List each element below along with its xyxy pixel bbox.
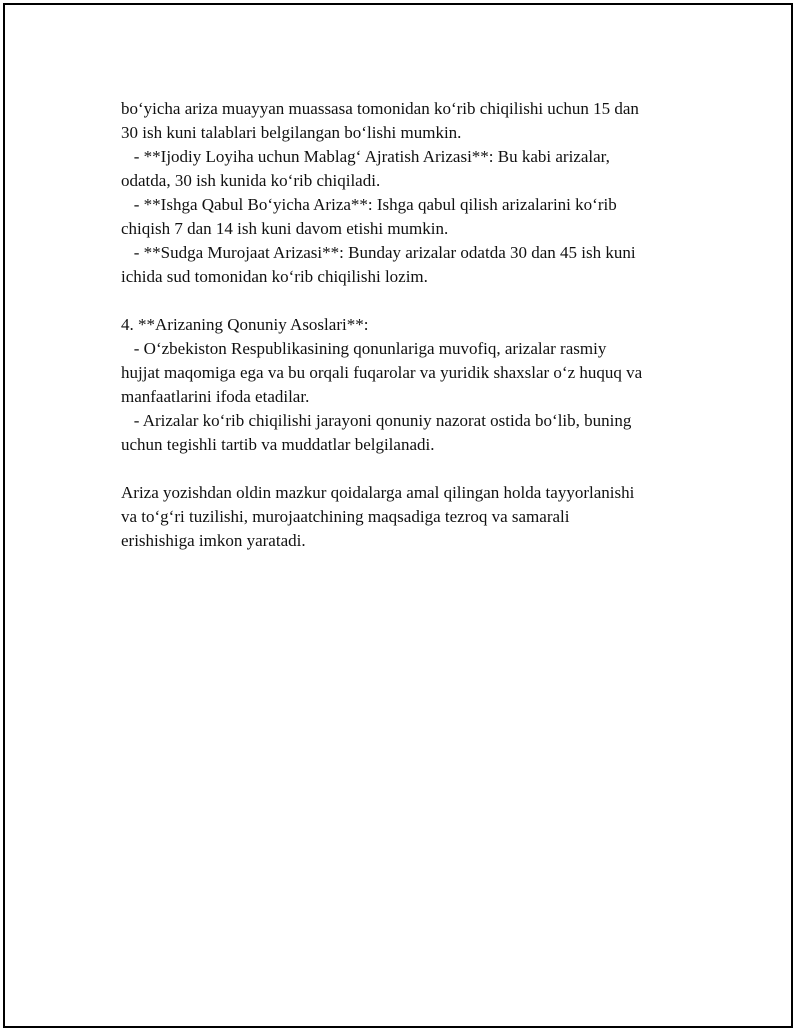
text-line: - O‘zbekiston Respublikasining qonunlariga muvofiq, arizalar rasmiy bbox=[121, 339, 607, 358]
document-body bbox=[121, 97, 701, 553]
document-page bbox=[3, 3, 793, 1028]
text-line: - **Sudga Murojaat Arizasi**: Bunday arizalar odatda 30 dan 45 ish kuni bbox=[121, 243, 636, 262]
text-line: bo‘yicha ariza muayyan muassasa tomonidan ko‘rib chiqilishi uchun 15 dan bbox=[121, 99, 639, 118]
text-line: va to‘g‘ri tuzilishi, murojaatchining maqsadiga tezroq va samarali bbox=[121, 507, 570, 526]
text-line: - **Ishga Qabul Bo‘yicha Ariza**: Ishga qabul qilish arizalarini ko‘rib bbox=[121, 195, 617, 214]
text-line: ichida sud tomonidan ko‘rib chiqilishi lozim. bbox=[121, 267, 428, 286]
text-line: uchun tegishli tartib va muddatlar belgilanadi. bbox=[121, 435, 435, 454]
paragraph-gap bbox=[121, 457, 701, 481]
text-line: erishishiga imkon yaratadi. bbox=[121, 531, 306, 550]
text-line: manfaatlarini ifoda etadilar. bbox=[121, 387, 310, 406]
text-line: odatda, 30 ish kunida ko‘rib chiqiladi. bbox=[121, 171, 381, 190]
text-line: chiqish 7 dan 14 ish kuni davom etishi mumkin. bbox=[121, 219, 449, 238]
text-line: - **Ijodiy Loyiha uchun Mablag‘ Ajratish Arizasi**: Bu kabi arizalar, bbox=[121, 147, 610, 166]
text-line: Ariza yozishdan oldin mazkur qoidalarga amal qilingan holda tayyorlanishi bbox=[121, 483, 635, 502]
text-line: 30 ish kuni talablari belgilangan bo‘lishi mumkin. bbox=[121, 123, 462, 142]
text-line: - Arizalar ko‘rib chiqilishi jarayoni qonuniy nazorat ostida bo‘lib, buning bbox=[121, 411, 632, 430]
paragraph-gap bbox=[121, 289, 701, 313]
section-heading: 4. **Arizaning Qonuniy Asoslari**: bbox=[121, 315, 369, 334]
text-line: hujjat maqomiga ega va bu orqali fuqarolar va yuridik shaxslar o‘z huquq va bbox=[121, 363, 643, 382]
